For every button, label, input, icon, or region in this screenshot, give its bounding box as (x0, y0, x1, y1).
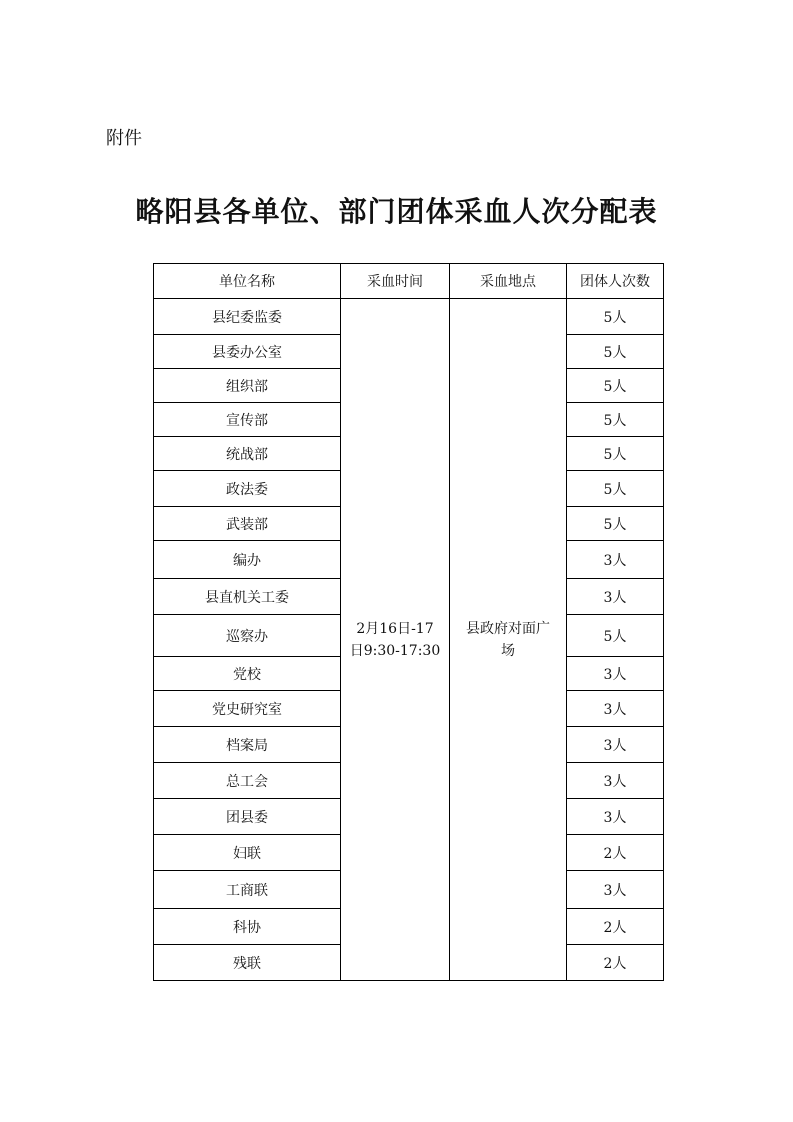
group-count-cell: 3人 (567, 799, 664, 835)
unit-name-cell: 武装部 (154, 507, 341, 541)
group-count-cell: 5人 (567, 437, 664, 471)
group-count-cell: 2人 (567, 909, 664, 945)
collection-place-line2: 场 (501, 642, 515, 659)
group-count-cell: 5人 (567, 615, 664, 657)
group-count-cell: 3人 (567, 579, 664, 615)
table-body (154, 299, 664, 981)
collection-time-line2: 日9:30-17:30 (349, 642, 441, 659)
unit-name-cell: 党史研究室 (154, 691, 341, 727)
unit-name-cell: 政法委 (154, 471, 341, 507)
header-row (154, 264, 664, 299)
group-count-cell: 5人 (567, 335, 664, 369)
document-title: 略阳县各单位、部门团体采血人次分配表 (135, 195, 658, 228)
group-count-cell: 5人 (567, 299, 664, 335)
group-count-cell: 2人 (567, 835, 664, 871)
unit-name-cell: 总工会 (154, 763, 341, 799)
allocation-table (153, 263, 664, 981)
unit-name-cell: 档案局 (154, 727, 341, 763)
collection-place-line1: 县政府对面广 (466, 620, 550, 637)
collection-time-cell (341, 299, 450, 981)
group-count-cell: 5人 (567, 403, 664, 437)
unit-name-cell: 残联 (154, 945, 341, 981)
unit-name-cell: 县纪委监委 (154, 299, 341, 335)
group-count-cell: 2人 (567, 945, 664, 981)
group-count-cell: 3人 (567, 763, 664, 799)
header-count: 团体人次数 (567, 264, 664, 299)
group-count-cell: 3人 (567, 691, 664, 727)
unit-name-cell: 妇联 (154, 835, 341, 871)
header-unit: 单位名称 (154, 264, 341, 299)
group-count-cell: 3人 (567, 871, 664, 909)
group-count-cell: 5人 (567, 471, 664, 507)
header-time: 采血时间 (341, 264, 450, 299)
unit-name-cell: 统战部 (154, 437, 341, 471)
group-count-cell: 5人 (567, 369, 664, 403)
header-place: 采血地点 (450, 264, 567, 299)
group-count-cell: 3人 (567, 541, 664, 579)
unit-name-cell: 巡察办 (154, 615, 341, 657)
unit-name-cell: 宣传部 (154, 403, 341, 437)
unit-name-cell: 科协 (154, 909, 341, 945)
collection-time-line1: 2月16日-17 (356, 620, 434, 637)
collection-place-cell (450, 299, 567, 981)
table-row (154, 299, 664, 335)
unit-name-cell: 组织部 (154, 369, 341, 403)
group-count-cell: 5人 (567, 507, 664, 541)
unit-name-cell: 编办 (154, 541, 341, 579)
group-count-cell: 3人 (567, 657, 664, 691)
unit-name-cell: 县委办公室 (154, 335, 341, 369)
group-count-cell: 3人 (567, 727, 664, 763)
unit-name-cell: 团县委 (154, 799, 341, 835)
attachment-label: 附件 (106, 128, 142, 149)
unit-name-cell: 工商联 (154, 871, 341, 909)
unit-name-cell: 党校 (154, 657, 341, 691)
unit-name-cell: 县直机关工委 (154, 579, 341, 615)
